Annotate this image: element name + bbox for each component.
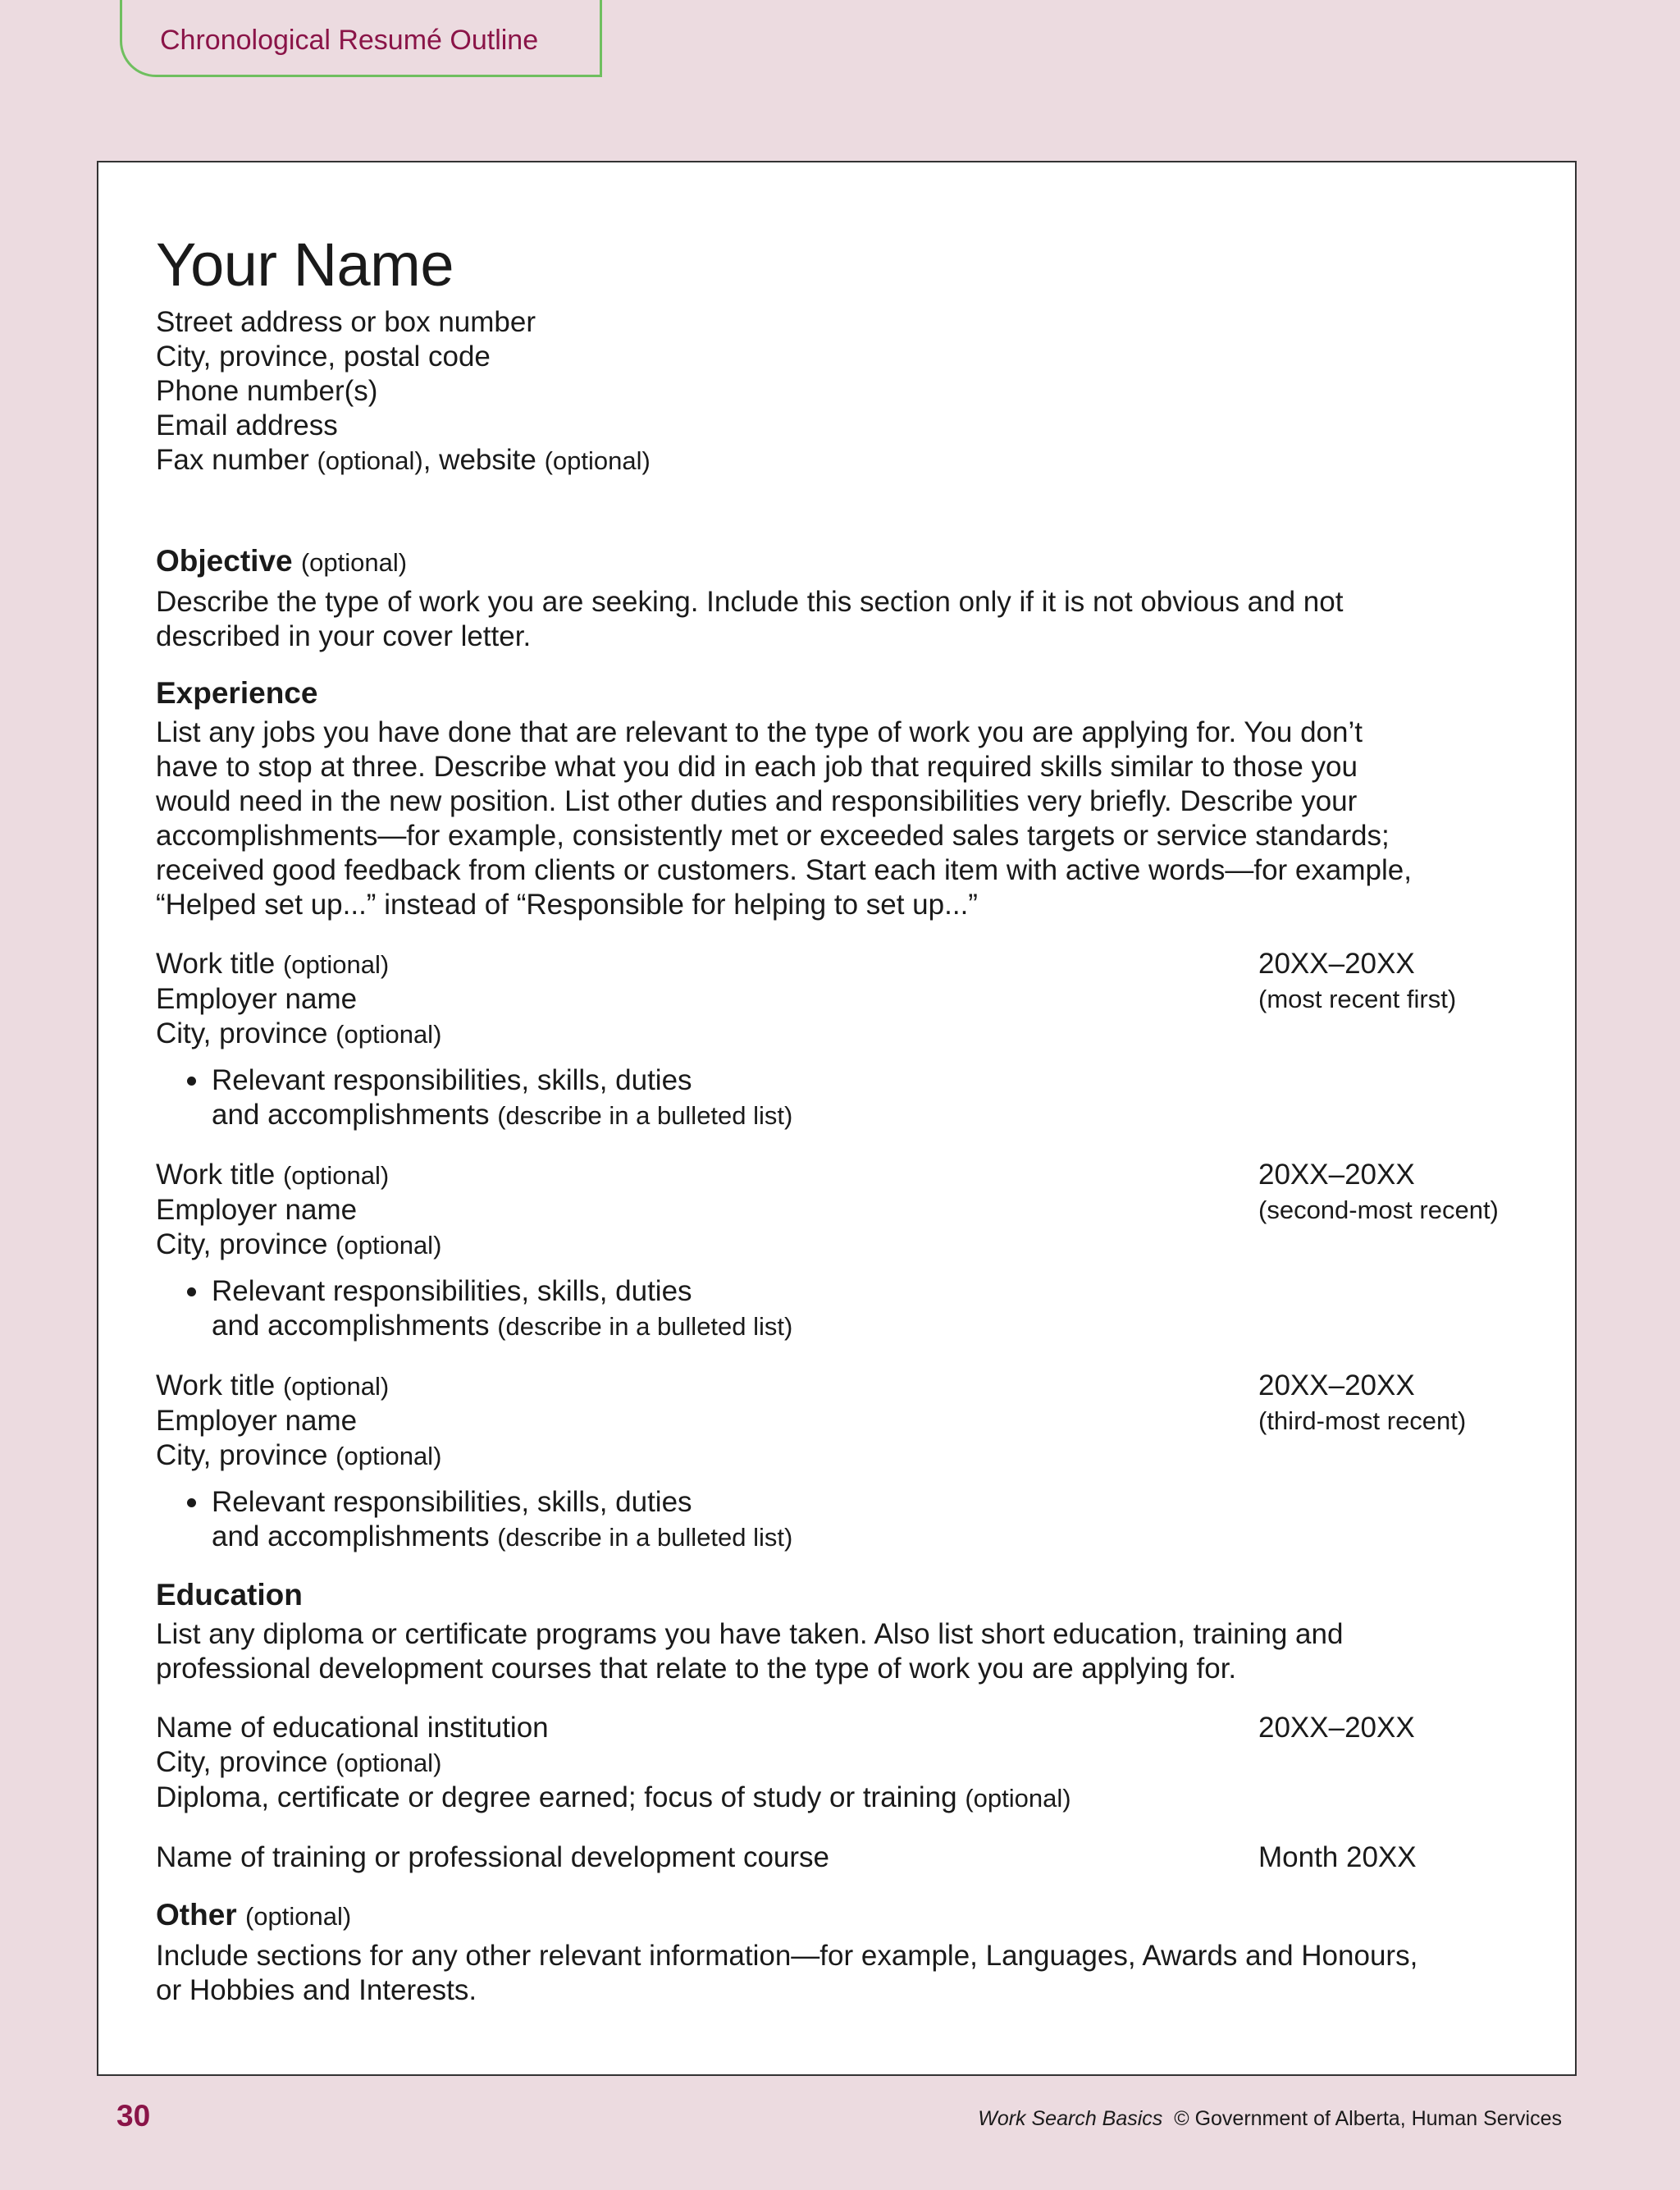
copyright-notice: © Government of Alberta, Human Services xyxy=(1174,2107,1562,2130)
institution-dates: 20XX–20XX xyxy=(1258,1712,1415,1744)
experience-entry xyxy=(156,1369,1518,1555)
contact-fax: Fax number xyxy=(156,444,309,476)
bullet-text: and accomplishments xyxy=(212,1310,490,1342)
contact-fax-website xyxy=(156,443,1518,478)
contact-website-optional: (optional) xyxy=(544,446,651,475)
contact-email: Email address xyxy=(156,409,338,441)
objective-heading-text: Objective xyxy=(156,544,293,578)
work-recency: (third-most recent) xyxy=(1258,1406,1467,1435)
experience-body-line: List any jobs you have done that are relevant to the type of work you are applying for. You don’t xyxy=(156,716,1363,748)
work-recency: (most recent first) xyxy=(1258,985,1457,1013)
work-city-optional: (optional) xyxy=(336,1020,442,1049)
bullet-icon xyxy=(187,1077,196,1086)
resume-outline-sheet xyxy=(97,161,1577,2076)
course-name: Name of training or professional development course xyxy=(156,1841,829,1873)
work-title: Work title xyxy=(156,1369,276,1401)
other-body-line: or Hobbies and Interests. xyxy=(156,1974,477,2006)
contact-city: City, province, postal code xyxy=(156,341,491,373)
bullet-text: and accomplishments xyxy=(212,1520,490,1552)
experience-body-line: have to stop at three. Describe what you did in each job that required skills similar to those you xyxy=(156,751,1358,783)
section-tab xyxy=(120,0,602,77)
bullet-icon xyxy=(187,1498,196,1507)
bullet-text: Relevant responsibilities, skills, duties xyxy=(212,1064,692,1096)
other-heading-text: Other xyxy=(156,1898,237,1932)
other-heading xyxy=(156,1896,1518,1936)
employer-name: Employer name xyxy=(156,1405,358,1437)
contact-street: Street address or box number xyxy=(156,306,536,338)
work-dates: 20XX–20XX xyxy=(1258,948,1415,980)
responsibility-bullet xyxy=(156,1063,1518,1133)
work-title-optional: (optional) xyxy=(282,1161,390,1190)
experience-heading: Experience xyxy=(156,676,318,710)
other-body-line: Include sections for any other relevant information—for example, Languages, Awards and Honours, xyxy=(156,1940,1418,1972)
other-optional: (optional) xyxy=(244,1902,352,1931)
work-title: Work title xyxy=(156,1159,276,1191)
contact-fax-optional: (optional) xyxy=(317,446,423,475)
diploma-optional: (optional) xyxy=(965,1784,1071,1813)
course-date: Month 20XX xyxy=(1258,1841,1417,1873)
work-city-optional: (optional) xyxy=(336,1442,442,1470)
work-dates: 20XX–20XX xyxy=(1258,1369,1415,1401)
objective-optional: (optional) xyxy=(300,548,408,577)
experience-body-line: received good feedback from clients or customers. Start each item with active words—for example, xyxy=(156,854,1412,886)
contact-phone: Phone number(s) xyxy=(156,375,378,407)
diploma-earned: Diploma, certificate or degree earned; focus of study or training xyxy=(156,1781,957,1813)
bullet-note: (describe in a bulleted list) xyxy=(497,1101,793,1130)
experience-entry xyxy=(156,1158,1518,1344)
institution-name: Name of educational institution xyxy=(156,1712,549,1744)
objective-body: Describe the type of work you are seeking. Include this section only if it is not obvious and not described in your cover letter. xyxy=(156,586,1344,652)
bullet-text: Relevant responsibilities, skills, duties xyxy=(212,1486,692,1518)
experience-body xyxy=(156,716,1518,922)
work-dates: 20XX–20XX xyxy=(1258,1159,1415,1191)
education-heading: Education xyxy=(156,1578,303,1612)
contact-website: , website xyxy=(422,444,536,476)
objective-heading xyxy=(156,542,1518,582)
bullet-icon xyxy=(187,1287,196,1296)
publication-title: Work Search Basics xyxy=(978,2107,1163,2130)
work-city: City, province xyxy=(156,1017,328,1049)
responsibility-bullet xyxy=(156,1485,1518,1555)
employer-name: Employer name xyxy=(156,983,358,1015)
employer-name: Employer name xyxy=(156,1194,358,1226)
footer-credit xyxy=(978,2107,1562,2131)
work-city-optional: (optional) xyxy=(336,1231,442,1260)
experience-body-line: would need in the new position. List other duties and responsibilities very briefly. Describe your xyxy=(156,785,1358,817)
education-body xyxy=(156,1617,1518,1686)
work-title-optional: (optional) xyxy=(282,950,390,979)
section-tab-title: Chronological Resumé Outline xyxy=(160,25,539,56)
bullet-note: (describe in a bulleted list) xyxy=(497,1312,793,1341)
resume-content xyxy=(156,230,1518,2008)
experience-body-line: “Helped set up...” instead of “Responsible for helping to set up...” xyxy=(156,889,978,921)
bullet-note: (describe in a bulleted list) xyxy=(497,1523,793,1552)
work-city: City, province xyxy=(156,1439,328,1471)
work-recency: (second-most recent) xyxy=(1258,1196,1499,1224)
work-title-optional: (optional) xyxy=(282,1372,390,1401)
page-number: 30 xyxy=(116,2099,151,2133)
institution-city-optional: (optional) xyxy=(336,1749,442,1777)
education-body-line: professional development courses that relate to the type of work you are applying for. xyxy=(156,1653,1237,1685)
responsibility-bullet xyxy=(156,1274,1518,1344)
experience-entry xyxy=(156,947,1518,1133)
resume-name: Your Name xyxy=(156,231,454,299)
other-body xyxy=(156,1939,1518,2008)
work-title: Work title xyxy=(156,948,276,980)
experience-body-line: accomplishments—for example, consistently met or exceeded sales targets or service standards; xyxy=(156,820,1390,852)
bullet-text: and accomplishments xyxy=(212,1099,490,1131)
institution-city: City, province xyxy=(156,1746,328,1778)
bullet-text: Relevant responsibilities, skills, duties xyxy=(212,1275,692,1307)
work-city: City, province xyxy=(156,1228,328,1260)
education-body-line: List any diploma or certificate programs you have taken. Also list short education, training and xyxy=(156,1618,1344,1650)
